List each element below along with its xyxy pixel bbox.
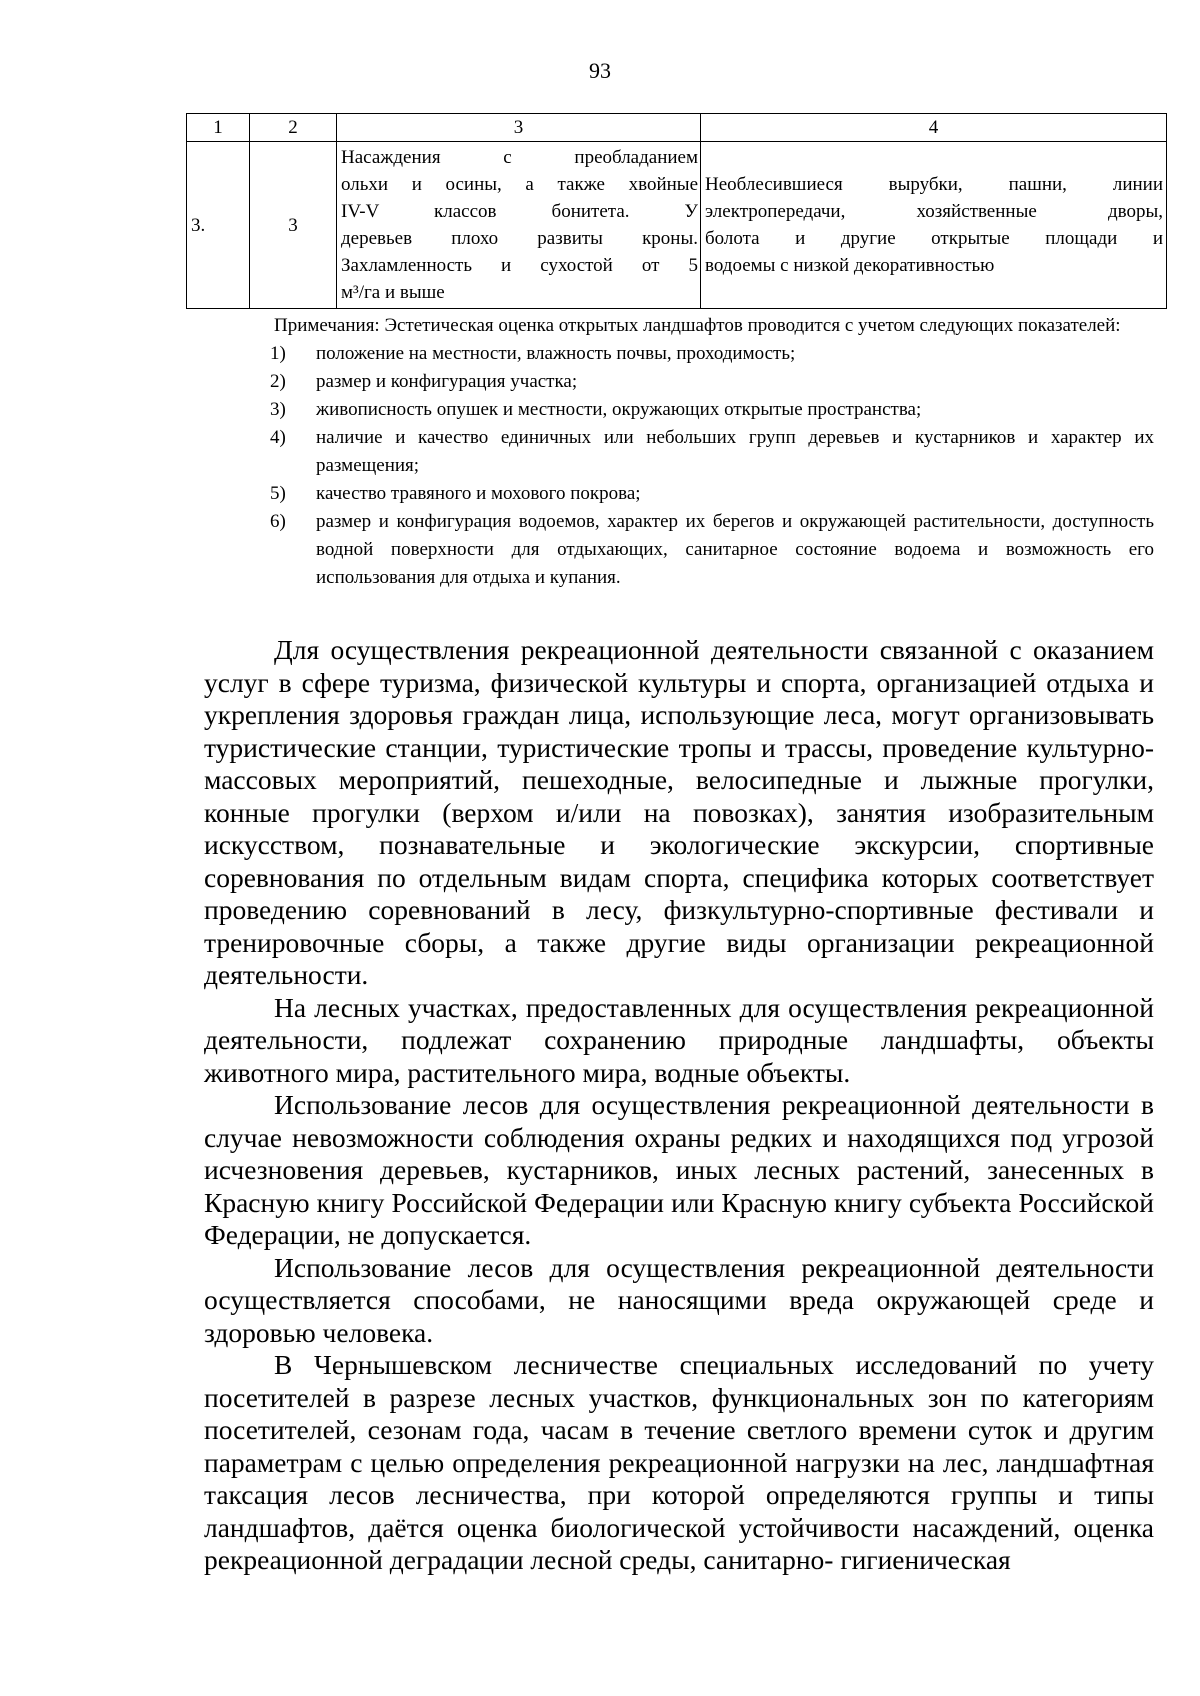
body-paragraph: В Чернышевском лесничестве специальных исследований по учету посетителей в разрезе лесных участков, функциональных зон по категориям посетителей, сезонам года, часам в течение светлого времени суток и другим параметрам с целью определения рекреационной нагрузки на лес, ландшафтная таксация лесов лесничества, при которой определяются группы и типы ландшафтов, даётся оценка биологической устойчивости насаждений, оценка рекреационной деградации лесной среды, санитарно- гигиеническая bbox=[204, 1349, 1154, 1575]
notes-item bbox=[204, 424, 1154, 480]
page-number: 93 bbox=[589, 58, 611, 83]
body-paragraph: На лесных участках, предоставленных для осуществления рекреационной деятельности, подлежат сохранению природные ландшафты, объекты животного мира, растительного мира, водные объекты. bbox=[204, 991, 1154, 1088]
notes-item bbox=[204, 508, 1154, 592]
notes-item bbox=[204, 480, 1154, 508]
notes-item bbox=[204, 368, 1154, 396]
table-cell-line: м³/га и выше bbox=[341, 282, 445, 303]
notes-intro: Примечания: Эстетическая оценка открытых ландшафтов проводится с учетом следующих показателей: bbox=[274, 315, 1121, 336]
table-cell-line: IV-V классов бонитета. У bbox=[341, 201, 698, 222]
table-cell-description bbox=[337, 142, 701, 309]
notes-item bbox=[204, 340, 1154, 368]
notes-item-text: наличие и качество единичных или небольших групп деревьев и кустарников и характер их размещения; bbox=[316, 427, 1154, 476]
table-row bbox=[187, 142, 1167, 309]
body-paragraph: Для осуществления рекреационной деятельности связанной с оказанием услуг в сфере туризма, физической культуры и спорта, организацией отдыха и укрепления здоровья граждан лица, использующие леса, могут организовывать туристические станции, туристические тропы и трассы, проведение культурно-массовых мероприятий, пешеходные, велосипедные и лыжные прогулки, конные прогулки (верхом и/или на повозках), занятия изобразительным искусством, познавательные и экологические экскурсии, спортивные соревнования по отдельным видам спорта, специфика которых соответствует проведению соревнований в лесу, физкультурно-спортивные фестивали и тренировочные сборы, а также другие виды организации рекреационной деятельности. bbox=[204, 634, 1154, 990]
table-header-row bbox=[187, 114, 1167, 142]
table-cell-line: болота и другие открытые площади и bbox=[705, 228, 1163, 249]
body-text bbox=[204, 634, 1154, 1577]
notes-item-text: качество травяного и мохового покрова; bbox=[316, 483, 641, 504]
table-cell-number: 3. bbox=[187, 142, 250, 309]
table-header-cell: 4 bbox=[701, 114, 1167, 142]
notes-list bbox=[204, 340, 1154, 592]
body-paragraph: Использование лесов для осуществления рекреационной деятельности в случае невозможности соблюдения охраны редких и находящихся под угрозой исчезновения деревьев, кустарников, иных лесных растений, занесенных в Красную книгу Российской Федерации или Красную книгу субъекта Российской Федерации, не допускается. bbox=[204, 1089, 1154, 1250]
table-cell-line: Насаждения с преобладанием bbox=[341, 147, 698, 168]
notes-item-text: живописность опушек и местности, окружающих открытые пространства; bbox=[316, 399, 922, 420]
notes-item-text: положение на местности, влажность почвы, проходимость; bbox=[316, 343, 796, 364]
notes-section bbox=[204, 312, 1154, 592]
table-cell-examples bbox=[701, 142, 1167, 309]
table-cell-class: 3 bbox=[250, 142, 337, 309]
table-cell-line: электропередачи, хозяйственные дворы, bbox=[705, 201, 1163, 222]
landscape-table bbox=[186, 113, 1167, 309]
notes-item-number: 5) bbox=[270, 483, 286, 504]
table-cell-line: деревьев плохо развиты кроны. bbox=[341, 228, 698, 249]
notes-item-text: размер и конфигурация участка; bbox=[316, 371, 578, 392]
notes-item-number: 4) bbox=[270, 427, 286, 448]
table-cell-line: ольхи и осины, а также хвойные bbox=[341, 174, 698, 195]
table-cell-line: Необлесившиеся вырубки, пашни, линии bbox=[705, 174, 1163, 195]
notes-item-number: 1) bbox=[270, 343, 286, 364]
table-cell-line: водоемы с низкой декоративностью bbox=[705, 255, 995, 276]
notes-item-text: размер и конфигурация водоемов, характер их берегов и окружающей растительности, доступность водной поверхности для отдыхающих, санитарное состояние водоема и возможность его использования для отдыха и купания. bbox=[316, 511, 1154, 588]
notes-item-number: 3) bbox=[270, 399, 286, 420]
notes-item-number: 2) bbox=[270, 371, 286, 392]
notes-item bbox=[204, 396, 1154, 424]
notes-item-number: 6) bbox=[270, 511, 286, 532]
table-header-cell: 2 bbox=[250, 114, 337, 142]
body-paragraph: Использование лесов для осуществления рекреационной деятельности осуществляется способами, не наносящими вреда окружающей среде и здоровью человека. bbox=[204, 1251, 1154, 1348]
table-header-cell: 1 bbox=[187, 114, 250, 142]
table-header-cell: 3 bbox=[337, 114, 701, 142]
table-cell-line: Захламленность и сухостой от 5 bbox=[341, 255, 698, 276]
